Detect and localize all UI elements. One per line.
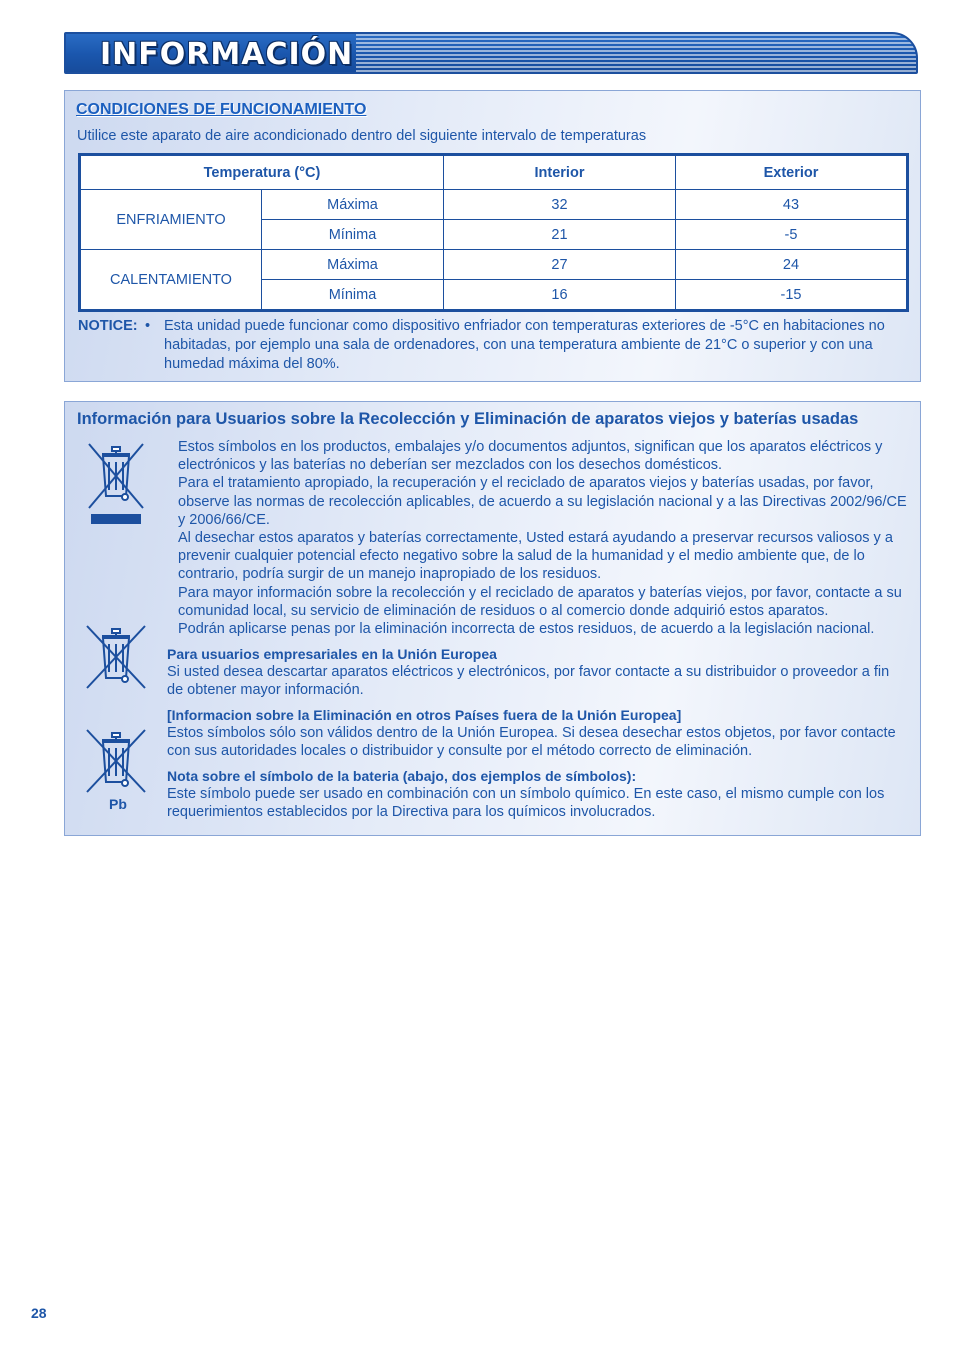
mode-heating: CALENTAMIENTO bbox=[80, 250, 262, 311]
table-row bbox=[80, 250, 908, 280]
intro-paragraph: Para el tratamiento apropiado, la recuperación y el reciclado de aparatos viejos y baterías usadas, por favor, observe las normas de recolección aplicables, de acuerdo a su legislación nacional y a las Directivas 2002/96/CE y 2006/66/CE. bbox=[178, 475, 907, 528]
notice-label: NOTICE: bbox=[78, 318, 138, 334]
recycling-info-panel bbox=[64, 401, 921, 836]
notice-text: Esta unidad puede funcionar como dispositivo enfriador con temperaturas exteriores de -5°C en habitaciones no habitadas, por ejemplo una sala de ordenadores, con una temperatura ambiente de 21°C o superior y con una humedad máxima del 80%. bbox=[164, 318, 885, 372]
conditions-subtitle: Utilice este aparato de aire acondicionado dentro del siguiente intervalo de temperaturas bbox=[77, 128, 647, 144]
outside-eu-heading: [Informacion sobre la Eliminación en otros Países fuera de la Unión Europea] bbox=[167, 707, 682, 723]
row-label: Mínima bbox=[262, 220, 444, 250]
mode-cooling: ENFRIAMIENTO bbox=[80, 190, 262, 250]
table-header-row bbox=[80, 155, 908, 190]
intro-paragraph: Para mayor información sobre la recolección y el reciclado de aparatos y baterías viejos, por favor, contacte a su comunidad local, su servicio de eliminación de residuos o al comercio donde adquirió estos aparatos. bbox=[178, 584, 902, 619]
page-number: 28 bbox=[31, 1305, 47, 1321]
outside-eu-section bbox=[167, 706, 909, 761]
operating-conditions-panel bbox=[64, 90, 921, 382]
intro-paragraph: Estos símbolos en los productos, embalajes y/o documentos adjuntos, significan que los aparatos eléctricos y electrónicos y las baterías no deberían ser mezclados con los desechos domésticos. bbox=[178, 439, 883, 474]
cell-exterior: -15 bbox=[676, 280, 908, 311]
crossed-bin-icon bbox=[83, 624, 149, 690]
recycling-title: Información para Usuarios sobre la Recolección y Eliminación de aparatos viejos y baterías usadas bbox=[77, 410, 859, 428]
battery-note-text: Este símbolo puede ser usado en combinación con un símbolo químico. En este caso, el mismo cumple con los requerimientos establecidos por la Directiva para los químicos involucrados. bbox=[167, 786, 885, 821]
header-temperature: Temperatura (°C) bbox=[80, 155, 444, 190]
conditions-title: CONDICIONES DE FUNCIONAMIENTO bbox=[76, 101, 367, 118]
temperature-table bbox=[78, 153, 909, 312]
table-row bbox=[80, 190, 908, 220]
battery-note-heading: Nota sobre el símbolo de la bateria (abajo, dos ejemplos de símbolos): bbox=[167, 768, 637, 784]
business-users-section bbox=[167, 645, 909, 700]
row-label: Máxima bbox=[262, 190, 444, 220]
bullet-icon: • bbox=[145, 318, 151, 334]
header-interior: Interior bbox=[444, 155, 676, 190]
cell-exterior: 43 bbox=[676, 190, 908, 220]
row-label: Mínima bbox=[262, 280, 444, 311]
page-title: INFORMACIÓN bbox=[100, 37, 354, 72]
intro-paragraph: Al desechar estos aparatos y baterías correctamente, Usted estará ayudando a preservar recursos valiosos y a prevenir cualquier potencial efecto negativo sobre la salud de la humanidad y el medio ambiente que, de lo contrario, podría surgir de un manejo inapropiado de los residuos. bbox=[178, 530, 893, 583]
cell-interior: 27 bbox=[444, 250, 676, 280]
business-heading: Para usuarios empresariales en la Unión Europea bbox=[167, 646, 497, 662]
cell-exterior: 24 bbox=[676, 250, 908, 280]
battery-note-section bbox=[167, 767, 909, 822]
cell-exterior: -5 bbox=[676, 220, 908, 250]
row-label: Máxima bbox=[262, 250, 444, 280]
outside-eu-text: Estos símbolos sólo son válidos dentro de la Unión Europea. Si desea desechar estos objetos, por favor contacte con sus autoridades locales o distribuidor y consulte por el método correcto de eliminación. bbox=[167, 725, 896, 760]
title-banner bbox=[64, 32, 918, 74]
crossed-bin-icon bbox=[83, 728, 149, 794]
cell-interior: 16 bbox=[444, 280, 676, 311]
cell-interior: 32 bbox=[444, 190, 676, 220]
recycling-intro bbox=[178, 438, 908, 638]
business-text: Si usted desea descartar aparatos eléctricos y electrónicos, por favor contacte a su distribuidor o proveedor a fin de obtener mayor información. bbox=[167, 664, 890, 699]
cell-interior: 21 bbox=[444, 220, 676, 250]
crossed-bin-icon bbox=[85, 442, 147, 524]
intro-paragraph: Podrán aplicarse penas por la eliminación incorrecta de estos residuos, de acuerdo a la legislación nacional. bbox=[178, 621, 875, 638]
pb-chemical-label: Pb bbox=[109, 796, 127, 812]
header-exterior: Exterior bbox=[676, 155, 908, 190]
